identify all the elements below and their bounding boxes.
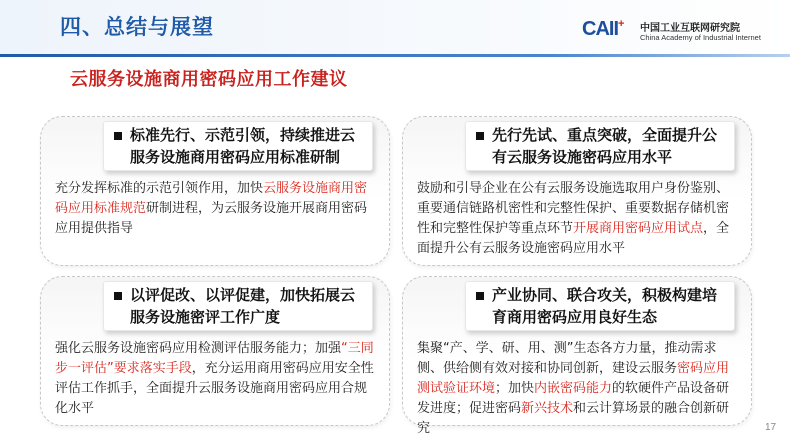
slide-header xyxy=(0,0,790,54)
page-number: 17 xyxy=(765,422,777,433)
card-body xyxy=(417,339,739,439)
highlighted-text: 云服务设施商用密码应用标准规范 xyxy=(55,181,368,216)
highlighted-text: 内嵌密码能力 xyxy=(534,381,613,396)
square-bullet-icon xyxy=(114,132,122,140)
body-text: ，全面提升公有云服务设施密码应用水平 xyxy=(417,221,730,256)
body-text: ；加快 xyxy=(495,381,535,396)
card-title: 标准先行、示范引领，持续推进云服务设施商用密码应用标准研制 xyxy=(130,126,356,166)
body-text: 集聚“产、学、研、用、测”生态各方力量，推动需求侧、供给侧有效对接和协同创新，建设云服务 xyxy=(417,341,717,376)
card-body xyxy=(55,179,377,239)
suggestion-card-2 xyxy=(402,116,752,266)
card-heading xyxy=(465,281,735,331)
card-title: 产业协同、联合攻关，积极构建培育商用密码应用良好生态 xyxy=(492,286,718,326)
body-text: 鼓励和引导企业在公有云服务设施选取用户身份鉴别、重要通信链路机密性和完整性保护、重要数据存储机密性和完整性保护等重点环节 xyxy=(417,181,730,236)
logo-english-name: China Academy of Industrial Internet xyxy=(640,33,761,42)
card-body xyxy=(55,339,377,419)
highlighted-text: 开展商用密码应用试点 xyxy=(573,221,704,236)
suggestion-card-4 xyxy=(402,276,752,436)
logo-chinese-name: 中国工业互联网研究院 xyxy=(640,23,740,34)
slide-subtitle: 云服务设施商用密码应用工作建议 xyxy=(70,69,348,90)
highlighted-text: “三同步一评估”要求落实手段 xyxy=(55,341,374,376)
suggestion-card-3 xyxy=(40,276,390,426)
card-title: 先行先试、重点突破，全面提升公有云服务设施密码应用水平 xyxy=(492,126,718,166)
card-body xyxy=(417,179,739,259)
body-text: ，充分运用商用密码应用安全性评估工作抓手，全面提升云服务设施商用密码应用合规化水平 xyxy=(55,361,374,416)
body-text: 研制进程，为云服务设施开展商用密码应用提供指导 xyxy=(55,201,368,236)
caii-logo xyxy=(582,18,782,48)
body-text: 和云计算场景的融合创新研究 xyxy=(417,401,730,436)
body-text: 充分发挥标准的示范引领作用，加快 xyxy=(55,181,264,196)
highlighted-text: 新兴技术 xyxy=(521,401,574,416)
card-heading xyxy=(103,281,373,331)
card-title: 以评促改、以评促建，加快拓展云服务设施密评工作广度 xyxy=(130,286,356,326)
suggestion-card-1 xyxy=(40,116,390,266)
highlighted-text: 密码应用测试验证环境 xyxy=(417,361,730,396)
square-bullet-icon xyxy=(476,132,484,140)
logo-mark: CAII+ xyxy=(582,18,624,40)
body-text: 的软硬件产品设备研发进度；促进密码 xyxy=(417,381,730,416)
header-divider xyxy=(0,54,790,57)
section-title: 四、总结与展望 xyxy=(60,15,214,39)
body-text: 强化云服务设施密码应用检测评估服务能力；加强 xyxy=(55,341,342,356)
square-bullet-icon xyxy=(114,292,122,300)
card-heading xyxy=(103,121,373,171)
square-bullet-icon xyxy=(476,292,484,300)
card-heading xyxy=(465,121,735,171)
